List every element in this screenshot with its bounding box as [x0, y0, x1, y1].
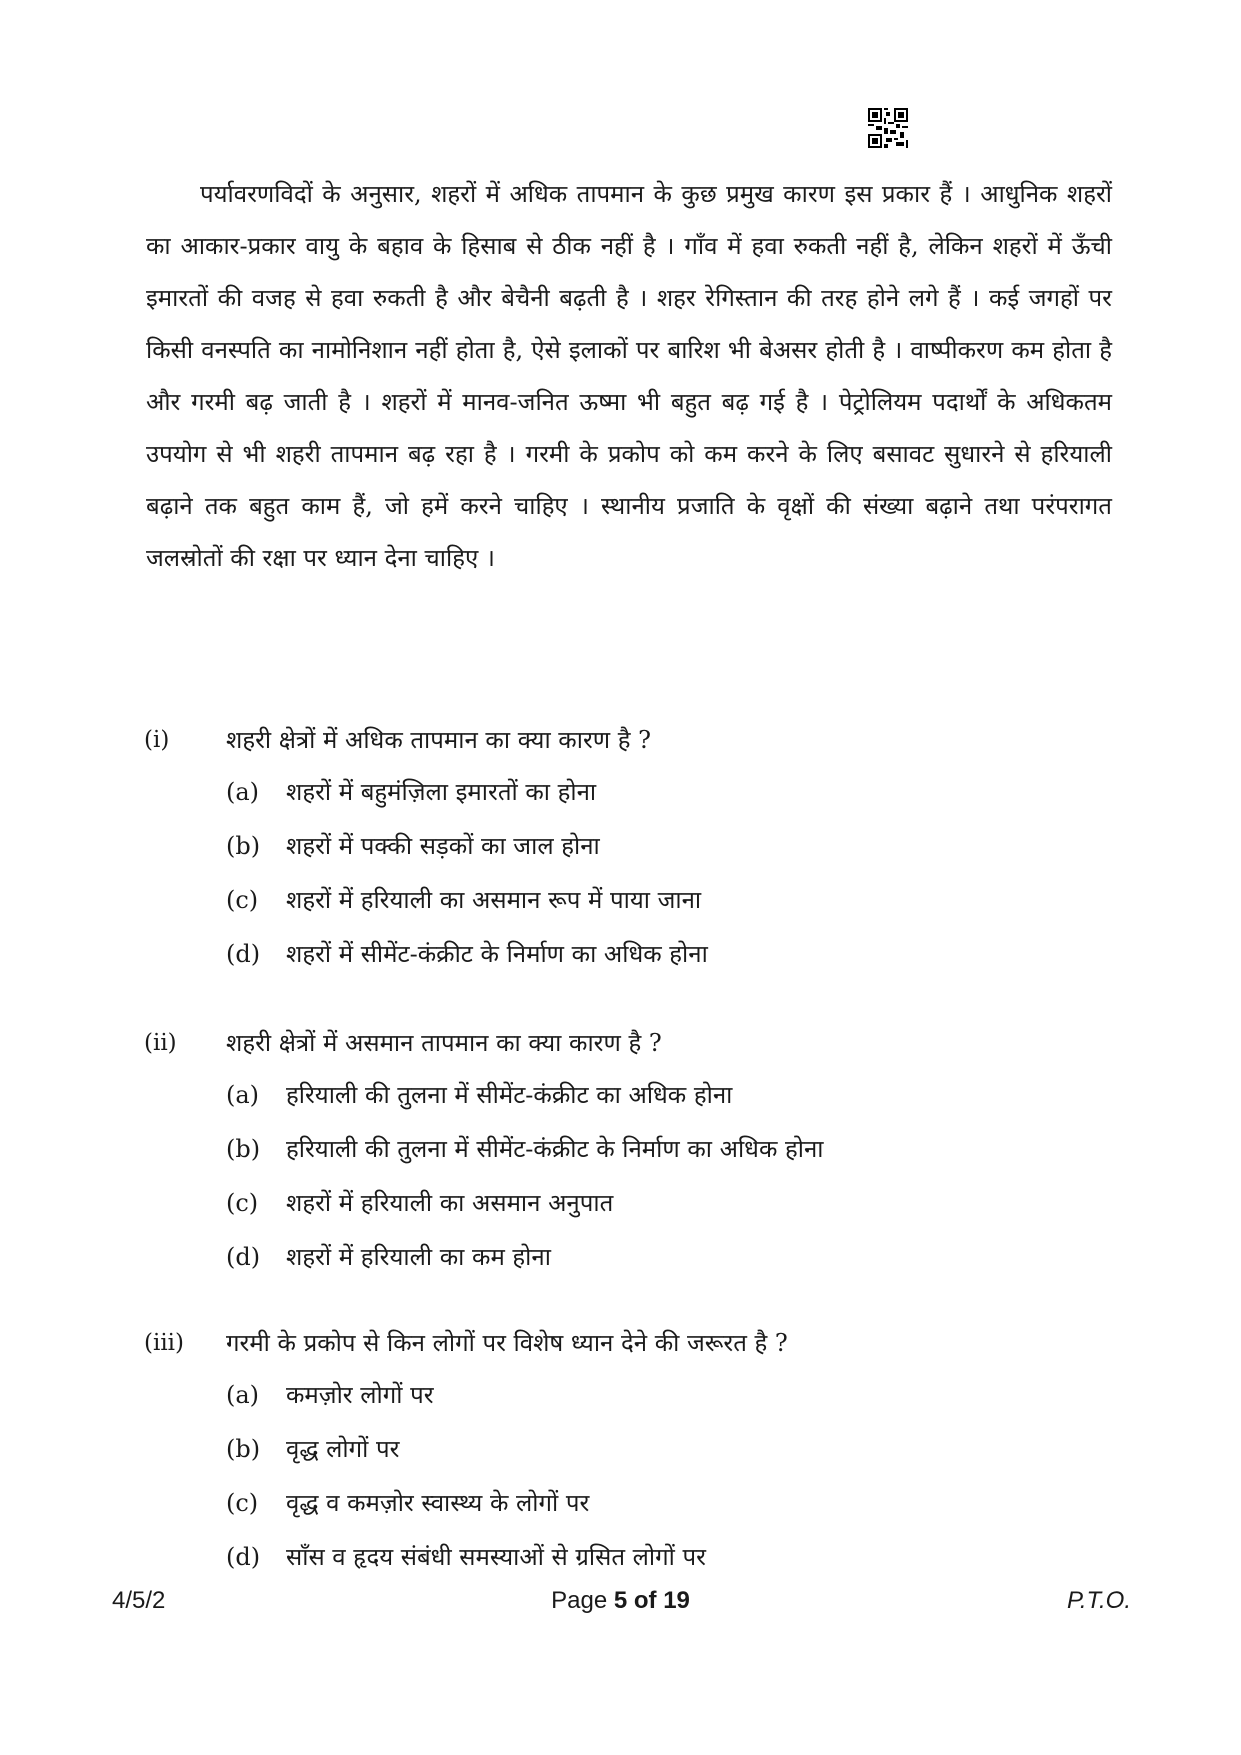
option-label: (a) — [226, 778, 260, 806]
option-text: वृद्ध लोगों पर — [286, 1435, 400, 1463]
question-number: (i) — [144, 727, 170, 753]
option-text: वृद्ध व कमज़ोर स्वास्थ्य के लोगों पर — [286, 1489, 590, 1517]
option-d — [226, 1539, 706, 1575]
option-label: (b) — [226, 1435, 261, 1463]
option-d — [226, 936, 708, 972]
option-text: हरियाली की तुलना में सीमेंट-कंक्रीट का अधिक होना — [286, 1081, 733, 1109]
option-text: शहरों में हरियाली का असमान रूप में पाया जाना — [286, 886, 702, 914]
option-c — [226, 882, 701, 918]
option-text: शहरों में पक्की सड़कों का जाल होना — [286, 832, 600, 860]
option-label: (d) — [226, 1543, 261, 1571]
option-d — [226, 1239, 551, 1275]
question-number: (ii) — [144, 1030, 177, 1056]
option-label: (c) — [226, 1189, 259, 1217]
option-label: (d) — [226, 1243, 261, 1271]
option-text: साँस व हृदय संबंधी समस्याओं से ग्रसित लोगों पर — [286, 1543, 706, 1571]
option-label: (b) — [226, 1135, 261, 1163]
option-text: शहरों में हरियाली का कम होना — [286, 1243, 551, 1271]
option-label: (d) — [226, 940, 261, 968]
option-text: शहरों में सीमेंट-कंक्रीट के निर्माण का अधिक होना — [286, 940, 708, 968]
page-of: of — [627, 1587, 664, 1614]
option-b — [226, 1131, 824, 1167]
option-label: (a) — [226, 1381, 260, 1409]
question-number: (iii) — [144, 1330, 185, 1356]
option-text: हरियाली की तुलना में सीमेंट-कंक्रीट के निर्माण का अधिक होना — [286, 1135, 824, 1163]
option-label: (c) — [226, 1489, 259, 1517]
option-c — [226, 1485, 589, 1521]
option-label: (b) — [226, 832, 261, 860]
option-label: (c) — [226, 886, 259, 914]
page-current: 5 — [613, 1587, 628, 1614]
page-prefix: Page — [551, 1587, 614, 1614]
qr-code-icon — [868, 108, 908, 148]
option-c — [226, 1185, 613, 1221]
question-text: शहरी क्षेत्रों में अधिक तापमान का क्या कारण है ? — [226, 726, 651, 754]
paper-code: 4/5/2 — [112, 1587, 166, 1614]
option-a — [226, 1377, 434, 1413]
option-a — [226, 1077, 732, 1113]
passage-text: पर्यावरणविदों के अनुसार, शहरों में अधिक तापमान के कुछ प्रमुख कारण इस प्रकार हैं । आधुनिक शहरों का आकार-प्रकार वायु के बहाव के हिसाब से ठीक नहीं है । गाँव में हवा रुकती नहीं है, लेकिन शहरों में ऊँची इमारतों की वजह से हवा रुकती है और बेचैनी बढ़ती है । शहर रेगिस्तान की तरह होने लगे हैं । कई जगहों पर किसी वनस्पति का नामोनिशान नहीं होता है, ऐसे इलाकों पर बारिश भी बेअसर होती है । वाष्पीकरण कम होता है और गरमी बढ़ जाती है । शहरों में मानव-जनित ऊष्मा भी बहुत बढ़ गई है । पेट्रोलियम पदार्थों के अधिकतम उपयोग से भी शहरी तापमान बढ़ रहा है । गरमी के प्रकोप को कम करने के लिए बसावट सुधारने से हरियाली बढ़ाने तक बहुत काम हैं, जो हमें करने चाहिए । स्थानीय प्रजाति के वृक्षों की संख्या बढ़ाने तथा परंपरागत जलस्रोतों की रक्षा पर ध्यान देना चाहिए । — [146, 180, 1112, 572]
option-b — [226, 828, 600, 864]
option-text: शहरों में बहुमंज़िला इमारतों का होना — [286, 778, 597, 806]
option-text: शहरों में हरियाली का असमान अनुपात — [286, 1189, 614, 1217]
question-text: शहरी क्षेत्रों में असमान तापमान का क्या कारण है ? — [226, 1029, 662, 1057]
option-text: कमज़ोर लोगों पर — [286, 1381, 434, 1409]
pto-label: P.T.O. — [1066, 1587, 1131, 1614]
page-total: 19 — [663, 1587, 690, 1614]
option-label: (a) — [226, 1081, 260, 1109]
page-number — [0, 1585, 1241, 1617]
option-a — [226, 774, 596, 810]
question-text: गरमी के प्रकोप से किन लोगों पर विशेष ध्यान देने की जरूरत है ? — [226, 1329, 788, 1357]
option-b — [226, 1431, 399, 1467]
